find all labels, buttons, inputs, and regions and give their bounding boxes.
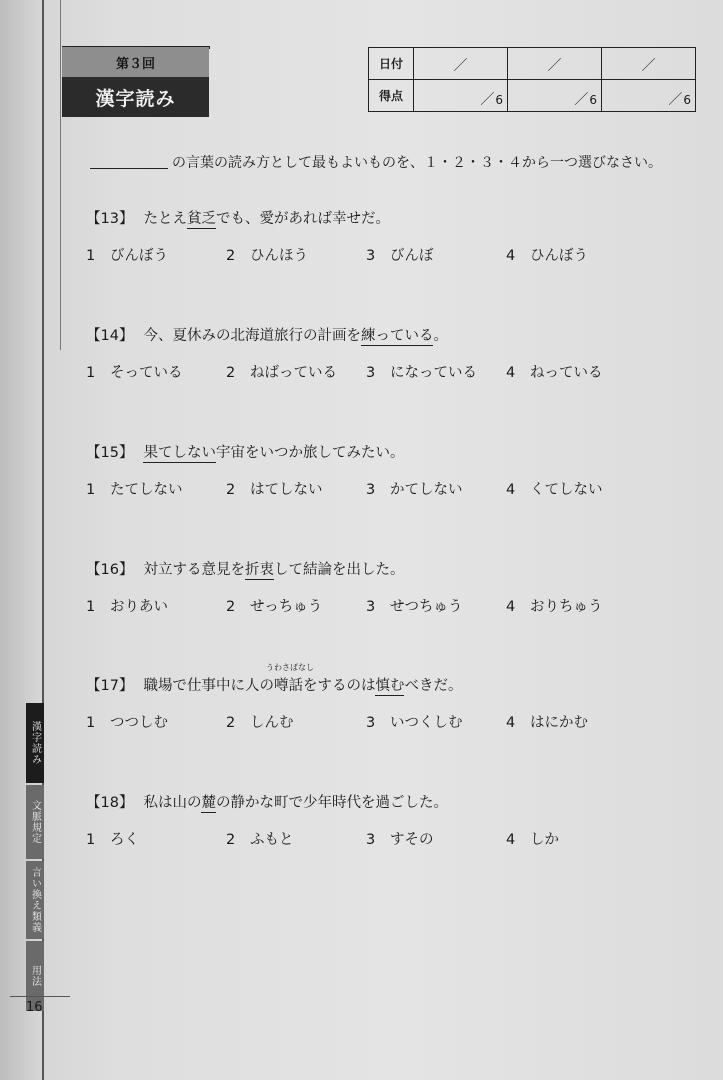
- question-stem: [86, 324, 686, 345]
- section-header: [62, 47, 209, 117]
- side-tab-kanji-reading[interactable]: 漢字読み: [26, 703, 44, 783]
- target-word: 折衷: [244, 562, 274, 578]
- date-separator: ／: [641, 58, 656, 74]
- option-2[interactable]: 2 ふもと: [226, 832, 294, 848]
- answer-options: [86, 478, 686, 499]
- date-separator: ／: [453, 58, 468, 74]
- page-number-rule: [10, 996, 70, 997]
- question-17: [86, 663, 686, 732]
- answer-options: [86, 244, 686, 265]
- question-number: 【14】: [86, 328, 134, 344]
- question-number: 【18】: [86, 795, 134, 811]
- round-label: 第３回: [62, 47, 209, 77]
- page-number: 16: [26, 1000, 43, 1015]
- option-4[interactable]: 4 くてしない: [506, 482, 603, 498]
- option-3[interactable]: 3 かてしない: [366, 482, 463, 498]
- option-1[interactable]: 1 びんぼう: [86, 248, 168, 264]
- answer-options: [86, 595, 686, 616]
- spine-line-inner: [60, 0, 61, 350]
- score-cell-1[interactable]: [414, 80, 508, 112]
- question-stem: [86, 558, 686, 579]
- question-14: [86, 324, 686, 382]
- option-4[interactable]: 4 おりちゅう: [506, 599, 603, 615]
- option-4[interactable]: 4 ひんぼう: [506, 248, 588, 264]
- score-max: ／6: [668, 92, 691, 108]
- target-word: 貧乏: [186, 211, 216, 227]
- option-3[interactable]: 3 びんぼ: [366, 248, 434, 264]
- option-2[interactable]: 2 はてしない: [226, 482, 323, 498]
- option-4[interactable]: 4 はにかむ: [506, 715, 588, 731]
- answer-options: [86, 828, 686, 849]
- stem-middle: をするのは: [302, 678, 376, 694]
- side-tab-context[interactable]: 文脈規定: [26, 785, 44, 859]
- ruby-reading: うわさばなし: [265, 663, 314, 672]
- question-16: [86, 558, 686, 616]
- question-number: 【13】: [86, 211, 134, 227]
- question-number: 【15】: [86, 445, 134, 461]
- stem-after: 宇宙をいつか旅してみたい。: [215, 445, 405, 461]
- answer-options: [86, 361, 686, 382]
- option-3[interactable]: 3 いつくしむ: [366, 715, 463, 731]
- stem-after: の静かな町で少年時代を過ごした。: [215, 795, 448, 811]
- option-1[interactable]: 1 つつしむ: [86, 715, 168, 731]
- question-18: [86, 791, 686, 849]
- date-cell-3[interactable]: [602, 48, 696, 80]
- blank-underline: [90, 168, 168, 169]
- instructions: [90, 152, 662, 172]
- question-15: [86, 441, 686, 499]
- date-row: [369, 48, 696, 80]
- option-3[interactable]: 3 せつちゅう: [366, 599, 463, 615]
- score-cell-3[interactable]: [602, 80, 696, 112]
- stem-before: たとえ: [143, 211, 187, 227]
- date-cell-1[interactable]: [414, 48, 508, 80]
- option-1[interactable]: 1 おりあい: [86, 599, 168, 615]
- answer-options: [86, 711, 686, 732]
- option-4[interactable]: 4 ねっている: [506, 365, 603, 381]
- option-2[interactable]: 2 しんむ: [226, 715, 294, 731]
- instructions-text: の言葉の読み方として最もよいものを、１・２・３・４から一つ選びなさい。: [172, 155, 662, 171]
- date-separator: ／: [547, 58, 562, 74]
- option-2[interactable]: 2 ひんほう: [226, 248, 308, 264]
- score-row: [369, 80, 696, 112]
- question-number: 【16】: [86, 562, 134, 578]
- option-1[interactable]: 1 たてしない: [86, 482, 183, 498]
- target-word: 果てしない: [143, 445, 216, 461]
- section-title: 漢字読み: [62, 77, 209, 117]
- side-index-tabs: [26, 703, 44, 1013]
- stem-before: 私は山の: [143, 795, 202, 811]
- question-stem: [86, 663, 686, 695]
- stem-after: べきだ。: [404, 678, 463, 694]
- score-cell-2[interactable]: [508, 80, 602, 112]
- ruby-word: [265, 663, 314, 695]
- option-3[interactable]: 3 すその: [366, 832, 434, 848]
- side-tab-paraphrase[interactable]: 言い換え類義: [26, 861, 44, 939]
- stem-before: 今、夏休みの北海道旅行の計画を: [143, 328, 361, 344]
- date-label: 日付: [369, 48, 414, 80]
- score-max: ／6: [480, 92, 503, 108]
- score-table: [368, 47, 696, 112]
- stem-after: 。: [433, 328, 448, 344]
- option-1[interactable]: 1 ろく: [86, 832, 139, 848]
- option-2[interactable]: 2 せっちゅう: [226, 599, 323, 615]
- question-13: [86, 207, 686, 265]
- option-3[interactable]: 3 になっている: [366, 365, 477, 381]
- target-word: 麓: [201, 795, 216, 811]
- stem-after: して結論を出した。: [273, 562, 405, 578]
- date-cell-2[interactable]: [508, 48, 602, 80]
- question-stem: [86, 441, 686, 462]
- target-word: 慎む: [375, 678, 405, 694]
- ruby-base: 噂話: [273, 678, 303, 694]
- score-label: 得点: [369, 80, 414, 112]
- stem-before: 対立する意見を: [143, 562, 245, 578]
- side-tab-usage[interactable]: 用法: [26, 941, 44, 1011]
- score-max: ／6: [574, 92, 597, 108]
- stem-before: 職場で仕事中に人の: [143, 678, 274, 694]
- question-stem: [86, 207, 686, 228]
- option-4[interactable]: 4 しか: [506, 832, 559, 848]
- question-number: 【17】: [86, 678, 134, 694]
- stem-after: でも、愛があれば幸せだ。: [215, 211, 390, 227]
- question-stem: [86, 791, 686, 812]
- target-word: 練っている: [360, 328, 434, 344]
- option-1[interactable]: 1 そっている: [86, 365, 183, 381]
- option-2[interactable]: 2 ねばっている: [226, 365, 337, 381]
